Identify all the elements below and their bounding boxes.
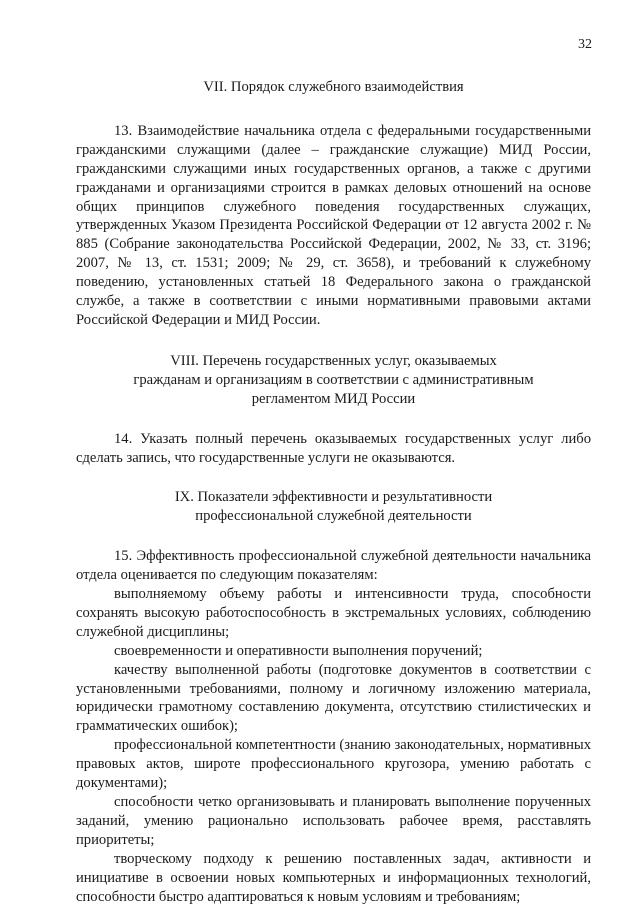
section-8-heading bbox=[76, 352, 591, 409]
list-item: выполняемому объему работы и интенсивности труда, способности сохранять высокую работоспособность в экстремальных условиях, соблюдению служебной дисциплины; bbox=[76, 586, 591, 640]
section-7-paragraph: 13. Взаимодействие начальника отдела с федеральными государственными гражданскими служащими (далее – гражданские служащие) МИД России, гражданскими служащими иных государственных органов, а также с другими гражданами и организациями строится в рамках деловых отношений на основе общих принципов служебного поведения государственных служащих, утвержденных Указом Президента Российской Федерации от 12 августа 2002 г. № 885 (Собрание законодательства Российской Федерации, 2002, № 33, ст. 3196; 2007, № 13, ст. 1531; 2009; № 29, ст. 3658), и требований к служебному поведению, установленных статьей 18 Федерального закона о гражданской службе, а также в соответствии с иными нормативными правовыми актами Российской Федерации и МИД России. bbox=[76, 122, 591, 328]
heading-line: IX. Показатели эффективности и результативности bbox=[174, 489, 493, 506]
list-item: творческому подходу к решению поставленных задач, активности и инициативе в освоении новых компьютерных и информационных технологий, способности быстро адаптироваться к новым условиям и требованиям; bbox=[76, 850, 591, 905]
section-7-heading: VII. Порядок служебного взаимодействия bbox=[203, 79, 464, 95]
document-body bbox=[76, 74, 591, 906]
heading-line: гражданам и организациям в соответствии с административным bbox=[133, 371, 534, 388]
list-item: профессиональной компетентности (знанию законодательных, нормативных правовых актов, широте профессионального кругозора, умению работать с документами); bbox=[76, 737, 591, 792]
list-item: способности четко организовывать и планировать выполнение порученных заданий, умению рационально использовать рабочее время, расставлять приоритеты; bbox=[76, 794, 591, 848]
criteria-list bbox=[76, 585, 591, 906]
heading-line: VIII. Перечень государственных услуг, оказываемых bbox=[170, 352, 497, 369]
heading-line: профессиональной служебной деятельности bbox=[195, 508, 472, 525]
list-item: качеству выполненной работы (подготовке документов в соответствии с установленными требованиями, полному и логичному изложению материала, юридически грамотному составлению документа, отсутствию стилистических и грамматических ошибок); bbox=[76, 661, 591, 735]
heading-line: регламентом МИД России bbox=[251, 390, 416, 407]
page-number: 32 bbox=[578, 37, 592, 52]
section-9-paragraph: 15. Эффективность профессиональной служебной деятельности начальника отдела оценивается по следующим показателям: bbox=[76, 548, 591, 584]
list-item: своевременности и оперативности выполнения поручений; bbox=[114, 642, 483, 659]
section-9-heading bbox=[76, 488, 591, 526]
section-8-paragraph: 14. Указать полный перечень оказываемых государственных услуг либо сделать запись, что государственные услуги не оказываются. bbox=[76, 430, 591, 466]
